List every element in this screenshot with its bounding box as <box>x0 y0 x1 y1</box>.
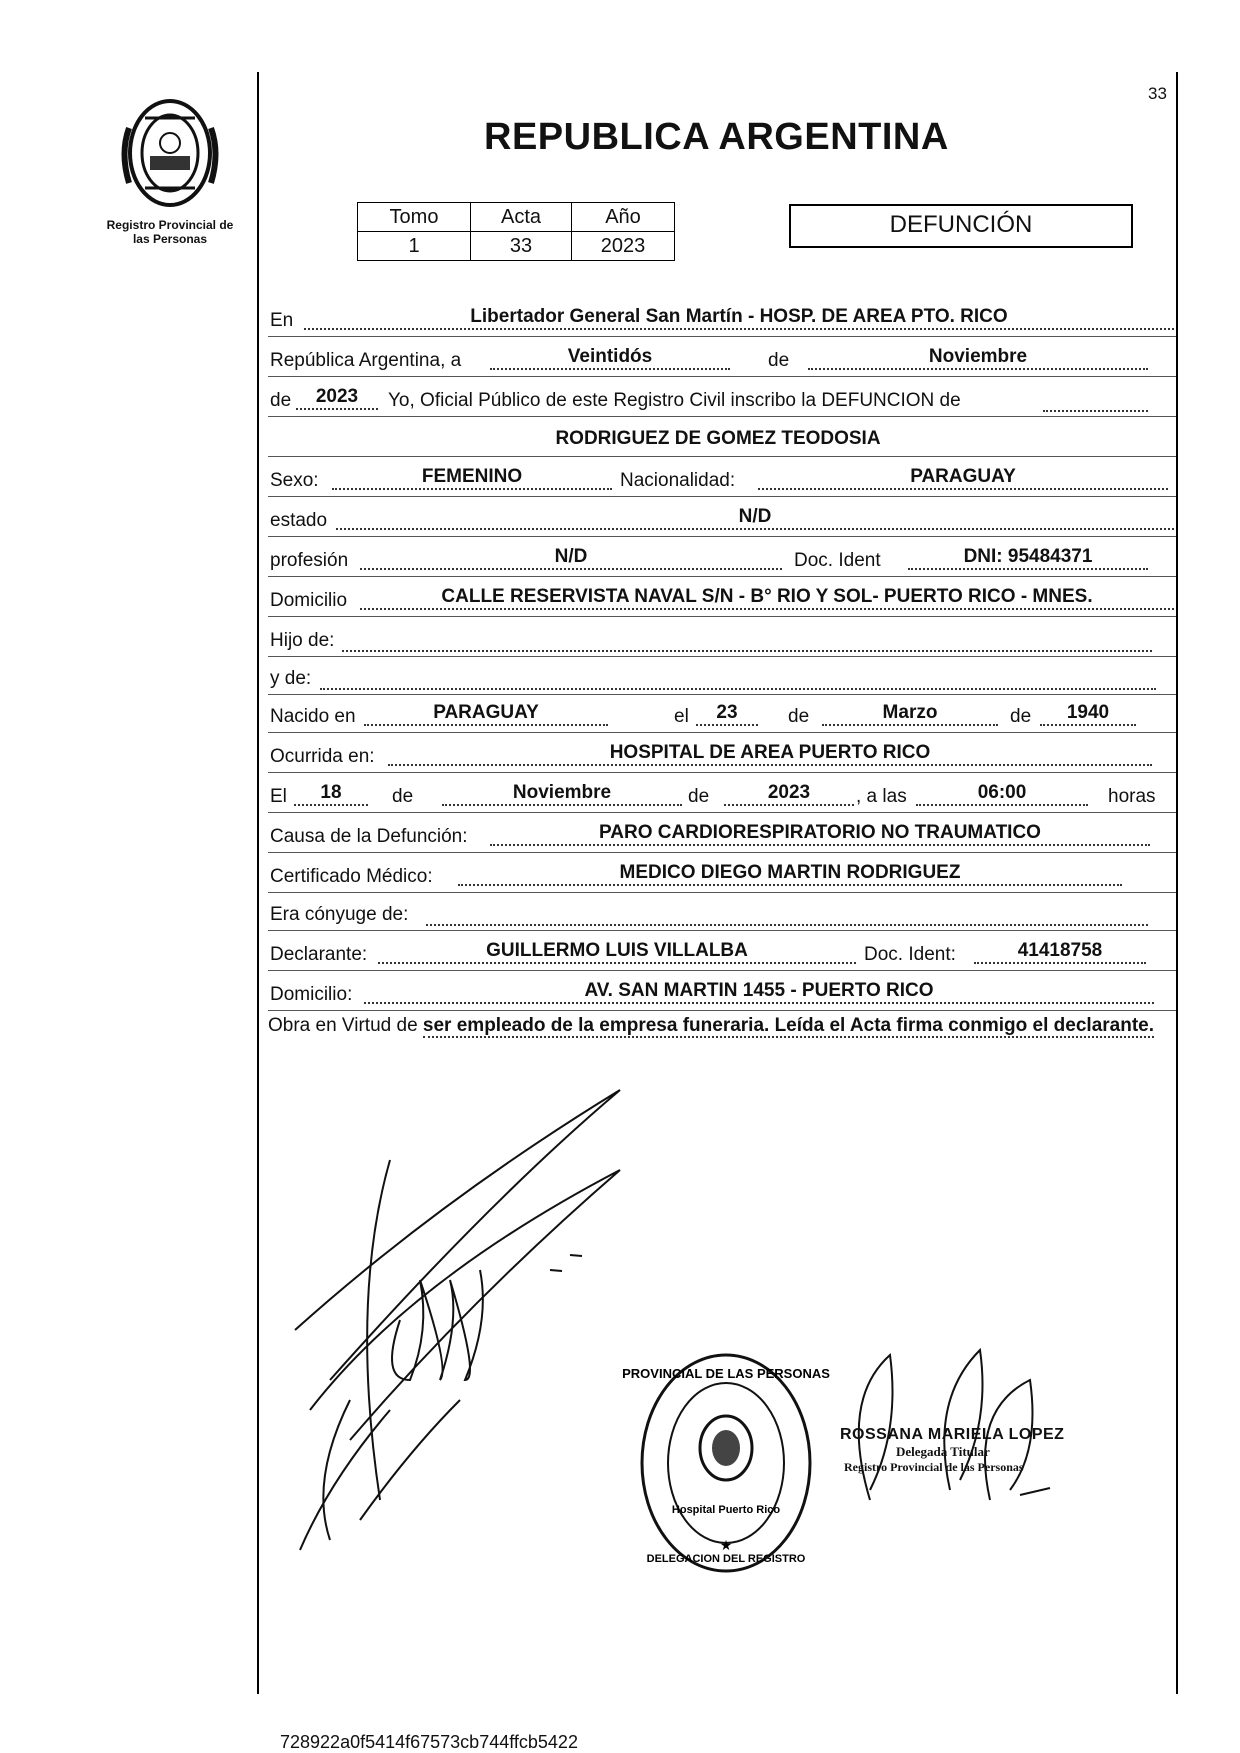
inscribo-dots <box>1043 409 1148 412</box>
conyuge-label: Era cónyuge de: <box>270 904 409 925</box>
page-number: 33 <box>1148 84 1167 103</box>
obra-value: ser empleado de la empresa funeraria. Leída el Acta firma conmigo el declarante. <box>422 1015 1154 1036</box>
estado-label: estado <box>270 510 328 531</box>
official-name: ROSSANA MARIELA LOPEZ <box>840 1426 1065 1443</box>
nombre-value: RODRIGUEZ DE GOMEZ TEODOSIA <box>555 428 881 449</box>
estado-value: N/D <box>336 506 1174 530</box>
ref-value-anio: 2023 <box>572 232 675 261</box>
domicilio-label: Domicilio <box>270 590 348 611</box>
fallec-hora: 06:00 <box>916 782 1088 806</box>
row-decl-domicilio <box>268 974 1176 1011</box>
official-block <box>840 1426 1080 1475</box>
row-conyuge <box>268 894 1176 931</box>
ocurrida-label: Ocurrida en: <box>270 746 375 767</box>
nacido-de1-label: de <box>788 706 810 727</box>
decl-dom-value: AV. SAN MARTIN 1455 - PUERTO RICO <box>364 980 1154 1004</box>
row-sexo <box>268 460 1176 497</box>
dia-value: Veintidós <box>490 346 730 370</box>
conyuge-dots <box>426 923 1148 926</box>
row-fecha-acta <box>268 340 1176 377</box>
document-title: REPUBLICA ARGENTINA <box>484 116 949 158</box>
fallec-mes: Noviembre <box>442 782 682 806</box>
row-nacido <box>268 696 1176 733</box>
obra-en-virtud <box>268 1012 1178 1040</box>
registry-stamp <box>622 1348 830 1578</box>
nacido-de2-label: de <box>1010 706 1032 727</box>
doc-value: DNI: 95484371 <box>908 546 1148 570</box>
de-label: de <box>768 350 790 371</box>
nacido-mes: Marzo <box>822 702 998 726</box>
official-office: Registro Provincial de las Personas <box>844 1460 1024 1474</box>
republica-label: República Argentina, a <box>270 350 462 371</box>
stamp-ring-left: DELEGACION DEL REGISTRO <box>646 1553 806 1565</box>
row-y-de <box>268 658 1176 695</box>
row-profesion <box>268 540 1176 577</box>
alas-label: , a las <box>856 786 907 807</box>
logo-caption-line1: Registro Provincial de <box>106 218 234 232</box>
certificado-value: MEDICO DIEGO MARTIN RODRIGUEZ <box>458 862 1122 886</box>
document-type-box: DEFUNCIÓN <box>789 204 1133 248</box>
profesion-label: profesión <box>270 550 349 571</box>
hijo-label: Hijo de: <box>270 630 335 651</box>
row-en <box>268 300 1176 337</box>
row-certificado <box>268 856 1176 893</box>
row-ocurrida <box>268 736 1176 773</box>
logo-caption-line2: las Personas <box>132 232 208 246</box>
nacido-label: Nacido en <box>270 706 356 727</box>
causa-label: Causa de la Defunción: <box>270 826 468 847</box>
footer-hash: 728922a0f5414f67573cb744ffcb5422 <box>280 1732 578 1752</box>
logo-caption <box>90 218 250 246</box>
row-fallecimiento <box>268 776 1176 813</box>
right-margin-line <box>1176 72 1178 1694</box>
declarante-label: Declarante: <box>270 944 368 965</box>
mes-value: Noviembre <box>808 346 1148 370</box>
stamp-ring-right: PROVINCIAL DE LAS PERSONAS <box>622 1366 830 1381</box>
certificado-label: Certificado Médico: <box>270 866 433 887</box>
nacido-el-label: el <box>674 706 689 727</box>
ref-value-acta: 33 <box>471 232 572 261</box>
inscribo-text: Yo, Oficial Público de este Registro Civil inscribo la DEFUNCION de <box>388 390 961 411</box>
row-declarante <box>268 934 1176 971</box>
decl-dom-label: Domicilio: <box>270 984 353 1005</box>
nacionalidad-value: PARAGUAY <box>758 466 1168 490</box>
ref-value-tomo: 1 <box>358 232 471 261</box>
row-causa <box>268 816 1176 853</box>
left-margin-line <box>257 72 259 1694</box>
official-role: Delegada Titular <box>896 1444 990 1459</box>
stamp-star-icon: ★ <box>719 1537 733 1553</box>
anio-value: 2023 <box>296 386 378 410</box>
en-value: Libertador General San Martín - HOSP. DE AREA PTO. RICO <box>304 306 1174 330</box>
sexo-value: FEMENINO <box>332 466 612 490</box>
sexo-label: Sexo: <box>270 470 319 491</box>
declarante-value: GUILLERMO LUIS VILLALBA <box>378 940 856 964</box>
province-seal-logo <box>115 88 225 218</box>
doc-label: Doc. Ident <box>794 550 881 571</box>
nacido-value: PARAGUAY <box>364 702 608 726</box>
fallec-de2-label: de <box>688 786 710 807</box>
row-nombre <box>268 420 1176 457</box>
decl-doc-label: Doc. Ident: <box>864 944 956 965</box>
en-label: En <box>270 310 294 331</box>
ref-header-acta: Acta <box>471 203 572 232</box>
nacionalidad-label: Nacionalidad: <box>620 470 736 491</box>
row-hijo-de <box>268 620 1176 657</box>
row-estado <box>268 500 1176 537</box>
nacido-dia: 23 <box>696 702 758 726</box>
ref-header-anio: Año <box>572 203 675 232</box>
row-domicilio <box>268 580 1176 617</box>
stamp-inner: Hospital Puerto Rico <box>671 1504 781 1516</box>
fallec-de1-label: de <box>392 786 414 807</box>
horas-label: horas <box>1108 786 1156 807</box>
reference-table <box>357 202 675 261</box>
obra-label: Obra en Virtud de <box>268 1015 418 1036</box>
fallec-el-label: El <box>270 786 287 807</box>
anio-label: de <box>270 390 292 411</box>
nacido-anio: 1940 <box>1040 702 1136 726</box>
fallec-anio: 2023 <box>724 782 854 806</box>
row-inscripcion <box>268 380 1176 417</box>
domicilio-value: CALLE RESERVISTA NAVAL S/N - B° RIO Y SOL- PUERTO RICO - MNES. <box>360 586 1174 610</box>
ocurrida-value: HOSPITAL DE AREA PUERTO RICO <box>388 742 1152 766</box>
causa-value: PARO CARDIORESPIRATORIO NO TRAUMATICO <box>490 822 1150 846</box>
fallec-dia: 18 <box>294 782 368 806</box>
yde-label: y de: <box>270 668 312 689</box>
ref-header-tomo: Tomo <box>358 203 471 232</box>
yde-dots <box>320 687 1156 690</box>
decl-doc-value: 41418758 <box>974 940 1146 964</box>
profesion-value: N/D <box>360 546 782 570</box>
hijo-dots <box>342 649 1152 652</box>
declarant-signature <box>290 1080 640 1560</box>
